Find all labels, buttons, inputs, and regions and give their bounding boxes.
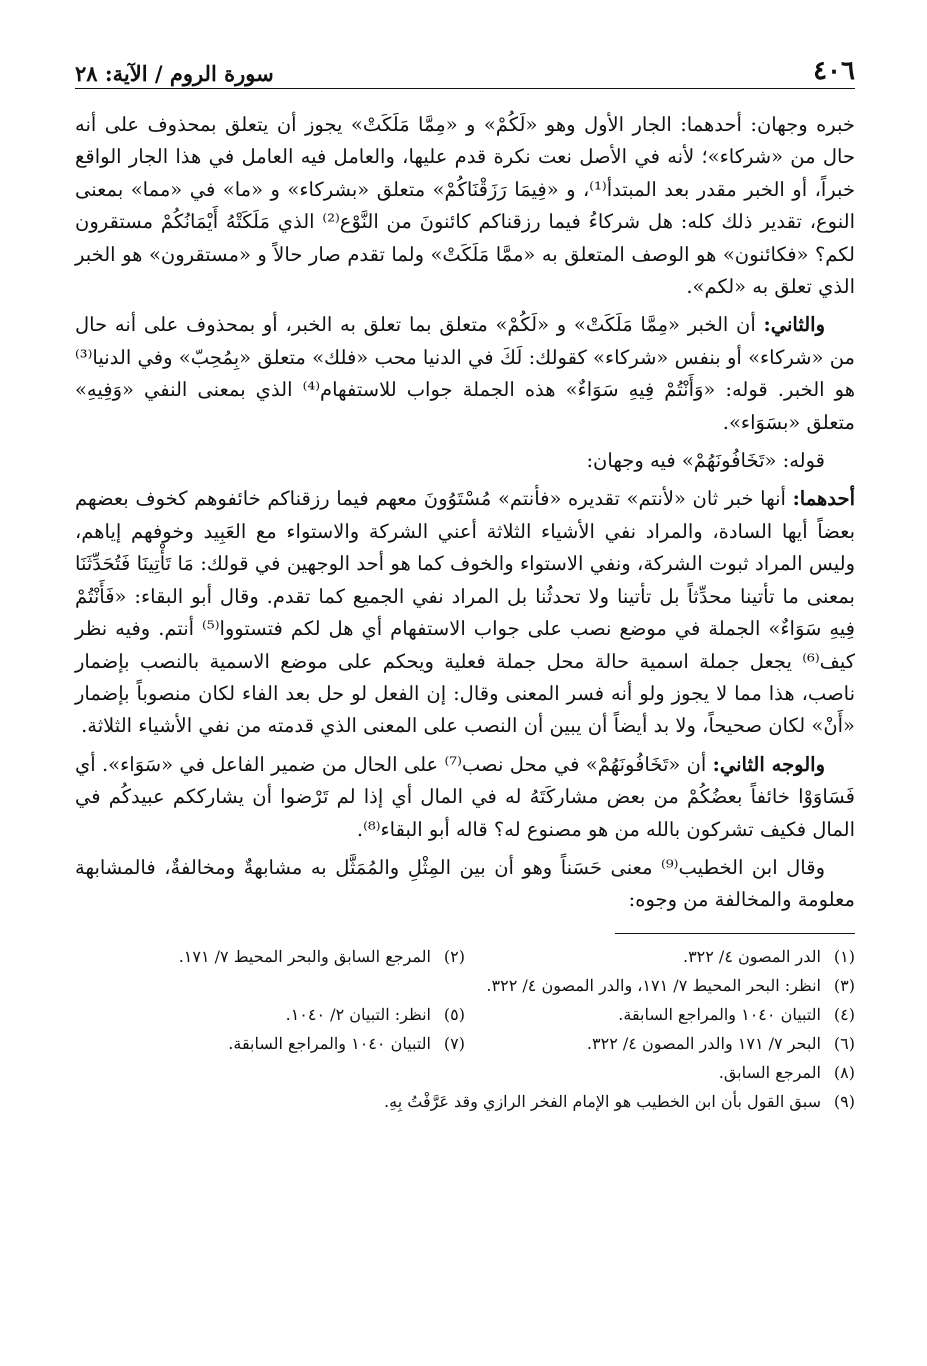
page-header — [75, 40, 855, 89]
footnote-5 — [75, 1000, 465, 1029]
main-text — [75, 109, 855, 917]
paragraph-6 — [75, 852, 855, 917]
footnote-text: المرجع السابق والبحر المحيط ٧/ ١٧١. — [178, 946, 431, 966]
page-number: ٤٠٦ — [813, 56, 855, 86]
footnote-divider — [615, 933, 855, 934]
footnote-number: (٨) — [833, 1062, 855, 1082]
footnote-row — [75, 1029, 855, 1058]
footnote-3 — [75, 971, 855, 1000]
paragraph-text: خبره وجهان: أحدهما: الجار الأول وهو «لَكُمْ» و «مِمَّا مَلَكَتْ» يجوز أن يتعلق بمحذوف على أنه حال من «شركاء»؛ لأنه في الأصل نعت نكرة قدم عليها، والعامل فيه العامل في هذا الجار الواقع خبراً، أو الخبر مقدر بعد المبتدأ⁽¹⁾، و «فِيمَا رَزَقْنَاكُمْ» متعلق «بشركاء» و «ما» في «مما» بمعنى النوع، تقدير ذلك كله: هل شركاءُ فيما رزقناكم كائنونَ من النَّوْع⁽²⁾ الذي مَلَكَتْهُ أَيْمَانُكُمْ مستقرون لكم؟ «فكائنون» هو الوصف المتعلق به «ممَّا مَلَكَتْ» ولما تقدم صار حالاً و «مستقرون» هو الخبر الذي تعلق به «لكم». — [75, 113, 855, 299]
footnote-text: انظر: التبيان ٢/ ١٠٤٠. — [285, 1004, 431, 1024]
footnote-7 — [75, 1029, 465, 1058]
footnote-text: التبيان ١٠٤٠ والمراجع السابقة. — [618, 1004, 821, 1024]
footnote-text: انظر: البحر المحيط ٧/ ١٧١، والدر المصون ٤/ ٣٢٢. — [486, 975, 821, 995]
footnote-row — [75, 1000, 855, 1029]
running-title: سورة الروم / الآية: ٢٨ — [75, 61, 274, 86]
footnote-row — [75, 942, 855, 971]
footnote-number: (٧) — [443, 1033, 465, 1053]
footnote-number: (٣) — [833, 975, 855, 995]
paragraph-5 — [75, 749, 855, 846]
footnote-1 — [465, 942, 855, 971]
paragraph-text: أن «تَخَافُونَهُمْ» في محل نصب⁽⁷⁾ على الحال من ضمير الفاعل في «سَوَاء». أي فَسَاوَوْا خائفاً بعضُكُمْ من بعض مشاركَتَهُ له في المال أي إذا لم تَرْضوا أن يشارككم عبيدكُم في المال فكيف تشركون بالله من هو مصنوع له؟ قاله أبو البقاء⁽⁸⁾. — [75, 752, 855, 841]
footnote-8 — [75, 1058, 855, 1087]
paragraph-text: قوله: «تَخَافُونَهُمْ» فيه وجهان: — [586, 449, 825, 473]
footnote-6 — [465, 1029, 855, 1058]
footnote-2 — [75, 942, 465, 971]
footnote-text: التبيان ١٠٤٠ والمراجع السابقة. — [228, 1033, 431, 1053]
footnote-number: (٦) — [833, 1033, 855, 1053]
paragraph-text: أن الخبر «مِمَّا مَلَكَتْ» و «لَكُمْ» متعلق بما تعلق به الخبر، أو بمحذوف على أنه حال من «شركاء» أو بنفس «شركاء» كقولك: لَكَ في الدنيا محب «فلك» متعلق «بِمُحِبّ» وفي الدنيا⁽³⁾ هو الخبر. قوله: «وَأَنْتُمْ فِيهِ سَوَاءٌ» هذه الجملة جواب للاستفهام⁽⁴⁾ الذي بمعنى النفي «وَفِيهِ» متعلق «بسَوَاء». — [75, 313, 855, 434]
paragraph-lead: والوجه الثاني: — [712, 752, 825, 776]
paragraph-lead: والثاني: — [763, 313, 825, 337]
footnote-number: (١) — [833, 946, 855, 966]
footnote-text: الدر المصون ٤/ ٣٢٢. — [682, 946, 821, 966]
paragraph-lead: أحدهما: — [792, 487, 855, 511]
paragraph-4 — [75, 483, 855, 742]
footnote-text: سبق القول بأن ابن الخطيب هو الإمام الفخر الرازي وقد عَرَّفْتُ بِهِ. — [384, 1091, 821, 1111]
footnote-number: (٩) — [833, 1091, 855, 1111]
footnote-number: (٥) — [443, 1004, 465, 1024]
paragraph-text: وقال ابن الخطيب⁽⁹⁾ معنى حَسَناً وهو أن بين المِثْلِ والمُمَثَّل به مشابهةٌ ومخالفةٌ، فالمشابهة معلومة والمخالفة من وجوه: — [75, 855, 855, 912]
paragraph-2 — [75, 309, 855, 439]
footnote-number: (٢) — [443, 946, 465, 966]
footnote-4 — [465, 1000, 855, 1029]
paragraph-text: أنها خبر ثان «لأنتم» تقديره «فأنتم» مُسْتَوُونَ معهم فيما رزقناكم خائفوهم كخوف بعضهم بعضاً أيها السادة، والمراد نفي الأشياء الثلاثة أعني الشركة والاستواء مع العَبِيد وخوفهم إياهم، وليس المراد ثبوت الشركة، ونفي الاستواء والخوف كما هو أحد الوجهين في قولك: مَا تَأْتِينَا فَتُحَدِّثَنَا بمعنى ما تأتينا محدِّثاً بل تأتينا ولا تحدثُنا بل المراد نفي الجميع كما تقدم. وقال أبو البقاء: «فَأَنْتُمْ فِيهِ سَوَاءٌ» الجملة في موضع نصب على جواب الاستفهام أي هل لكم فتستووا⁽⁵⁾ أنتم. وفيه نظر كيف⁽⁶⁾ يجعل جملة اسمية حالة محل جملة فعلية ويحكم على موضع الاسمية بالنصب بإضمار ناصب، هذا مما لا يجوز ولو أنه فسر المعنى وقال: إن الفعل لو حل بعد الفاء لكان منصوباً بإضمار «أَنْ» لكان صحيحاً، ولا بد أيضاً أن يبين أن النصب على المعنى الذي قدمته من نفي الأشياء الثلاثة. — [75, 487, 855, 738]
footnote-9 — [75, 1087, 855, 1116]
document-page — [75, 40, 855, 1340]
footnote-number: (٤) — [833, 1004, 855, 1024]
paragraph-3 — [75, 445, 855, 477]
footnote-text: المرجع السابق. — [718, 1062, 821, 1082]
footnote-text: البحر ٧/ ١٧١ والدر المصون ٤/ ٣٢٢. — [586, 1033, 821, 1053]
paragraph-1 — [75, 109, 855, 303]
footnotes — [75, 942, 855, 1116]
